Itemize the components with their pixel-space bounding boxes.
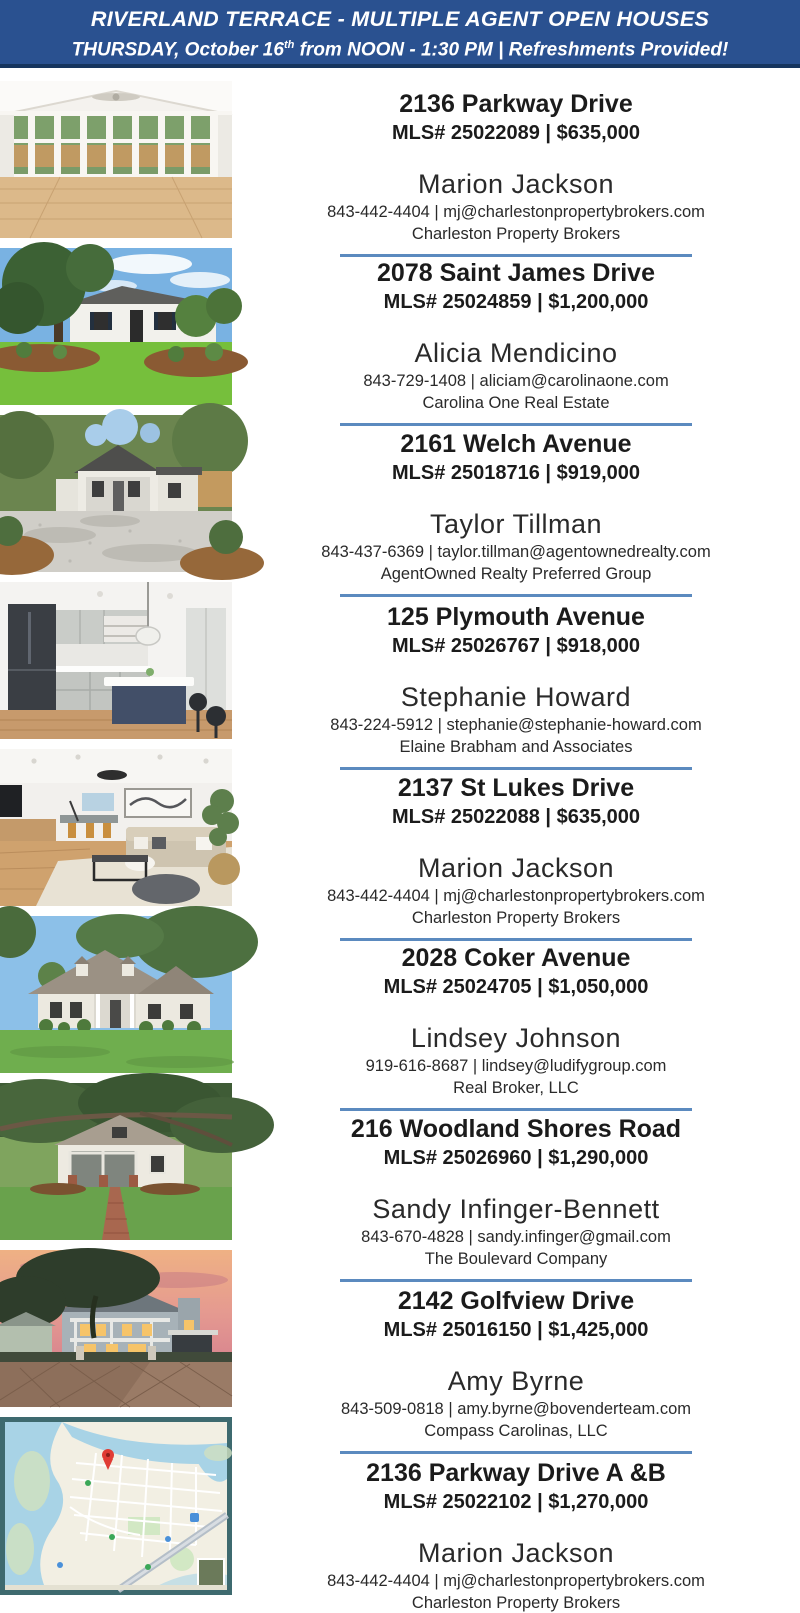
listing-address: 2136 Parkway Drive A &B — [366, 1459, 666, 1487]
neighborhood-map-illustration — [0, 1417, 232, 1595]
listing-details — [232, 415, 800, 597]
agent-brokerage: Real Broker, LLC — [453, 1079, 579, 1097]
sunset-house-illustration — [0, 1250, 232, 1407]
flyer-subtitle-time: from NOON - 1:30 PM | Refreshments Provided! — [294, 39, 729, 61]
agent-contact: 843-442-4404 | mj@charlestonpropertybrokers.com — [327, 203, 705, 221]
listing-mls-price: MLS# 25022088 | $635,000 — [391, 806, 640, 828]
agent-brokerage: Compass Carolinas, LLC — [424, 1422, 608, 1440]
ranch-house-illustration — [0, 248, 232, 405]
agent-contact: 843-509-0818 | amy.byrne@bovenderteam.com — [340, 1400, 691, 1418]
ranch-house-photo — [0, 248, 232, 405]
cottage-illustration — [0, 415, 232, 572]
listing-details — [232, 582, 800, 770]
listing-address: 2078 Saint James Drive — [377, 259, 655, 287]
listing-row — [0, 415, 800, 583]
flyer-subtitle-ordinal: th — [283, 39, 295, 51]
sunset-house-photo — [0, 1250, 232, 1407]
agent-brokerage: The Boulevard Company — [424, 1250, 608, 1268]
agent-name: Stephanie Howard — [400, 682, 632, 712]
listing-mls-price: MLS# 25026960 | $1,290,000 — [383, 1147, 649, 1169]
flyer-subtitle-date: THURSDAY, October 16 — [71, 39, 284, 61]
agent-brokerage: Charleston Property Brokers — [411, 225, 621, 243]
listing-row — [0, 1250, 800, 1440]
listing-row — [0, 81, 800, 243]
agent-name: Marion Jackson — [417, 169, 615, 199]
listing-address: 125 Plymouth Avenue — [387, 603, 645, 631]
listing-address: 2142 Golfview Drive — [397, 1287, 635, 1315]
flyer-header — [0, 0, 800, 68]
listing-mls-price: MLS# 25024859 | $1,200,000 — [383, 291, 649, 313]
neighborhood-map — [0, 1417, 232, 1595]
listing-details — [232, 81, 800, 257]
listing-row — [0, 582, 800, 756]
listing-address: 216 Woodland Shores Road — [350, 1115, 682, 1143]
agent-contact: 843-442-4404 | mj@charlestonpropertybrokers.com — [327, 1572, 705, 1590]
listing-row — [0, 916, 800, 1097]
listing-address: 2028 Coker Avenue — [401, 944, 631, 972]
agent-name: Sandy Infinger-Bennett — [372, 1194, 660, 1224]
agent-contact: 919-616-8687 | lindsey@ludifygroup.com — [365, 1057, 667, 1075]
listing-mls-price: MLS# 25026767 | $918,000 — [391, 635, 640, 657]
living-room-illustration — [0, 749, 232, 906]
agent-name: Amy Byrne — [447, 1366, 585, 1396]
agent-brokerage: Elaine Brabham and Associates — [399, 738, 633, 756]
bungalow-illustration — [0, 1083, 232, 1240]
listing-address: 2137 St Lukes Drive — [397, 774, 635, 802]
agent-brokerage: Carolina One Real Estate — [422, 394, 610, 412]
listing-details — [232, 916, 800, 1111]
agent-contact: 843-729-1408 | aliciam@carolinaone.com — [363, 372, 669, 390]
listing-row — [0, 749, 800, 927]
listing-mls-price: MLS# 25022089 | $635,000 — [391, 122, 640, 144]
agent-brokerage: AgentOwned Realty Preferred Group — [380, 565, 652, 583]
agent-name: Lindsey Johnson — [410, 1023, 622, 1053]
agent-contact: 843-442-4404 | mj@charlestonpropertybrokers.com — [327, 887, 705, 905]
cape-house-illustration — [0, 916, 232, 1073]
cottage-photo — [0, 415, 232, 572]
agent-contact: 843-670-4828 | sandy.infinger@gmail.com — [361, 1228, 671, 1246]
listings-list — [0, 68, 800, 1612]
listing-mls-price: MLS# 25024705 | $1,050,000 — [383, 976, 649, 998]
listing-mls-price: MLS# 25022102 | $1,270,000 — [383, 1491, 649, 1513]
agent-name: Marion Jackson — [417, 1538, 615, 1568]
agent-name: Marion Jackson — [417, 853, 615, 883]
sunroom-interior-illustration — [0, 81, 232, 238]
agent-name: Taylor Tillman — [429, 509, 603, 539]
agent-contact: 843-224-5912 | stephanie@stephanie-howard.com — [330, 716, 702, 734]
agent-brokerage: Charleston Property Brokers — [411, 909, 621, 927]
listing-mls-price: MLS# 25018716 | $919,000 — [391, 462, 640, 484]
listing-details — [232, 248, 800, 426]
flyer-subtitle — [0, 33, 800, 62]
agent-name: Alicia Mendicino — [414, 338, 618, 368]
listing-row — [0, 248, 800, 412]
kitchen-photo — [0, 582, 232, 739]
listing-row — [0, 1417, 800, 1612]
listing-address: 2161 Welch Avenue — [400, 430, 632, 458]
listing-address: 2136 Parkway Drive — [399, 90, 633, 118]
agent-brokerage: Charleston Property Brokers — [411, 1594, 621, 1612]
listing-mls-price: MLS# 25016150 | $1,425,000 — [383, 1319, 649, 1341]
kitchen-illustration — [0, 582, 232, 739]
agent-contact: 843-437-6369 | taylor.tillman@agentownedrealty.com — [321, 543, 711, 561]
listing-row — [0, 1083, 800, 1268]
flyer-title: RIVERLAND TERRACE - MULTIPLE AGENT OPEN HOUSES — [90, 7, 710, 31]
living-room-photo — [0, 749, 232, 906]
listing-details — [232, 749, 800, 941]
bungalow-photo — [0, 1083, 232, 1240]
cape-house-photo — [0, 916, 232, 1073]
listing-details — [232, 1417, 800, 1613]
sunroom-interior-photo — [0, 81, 232, 238]
